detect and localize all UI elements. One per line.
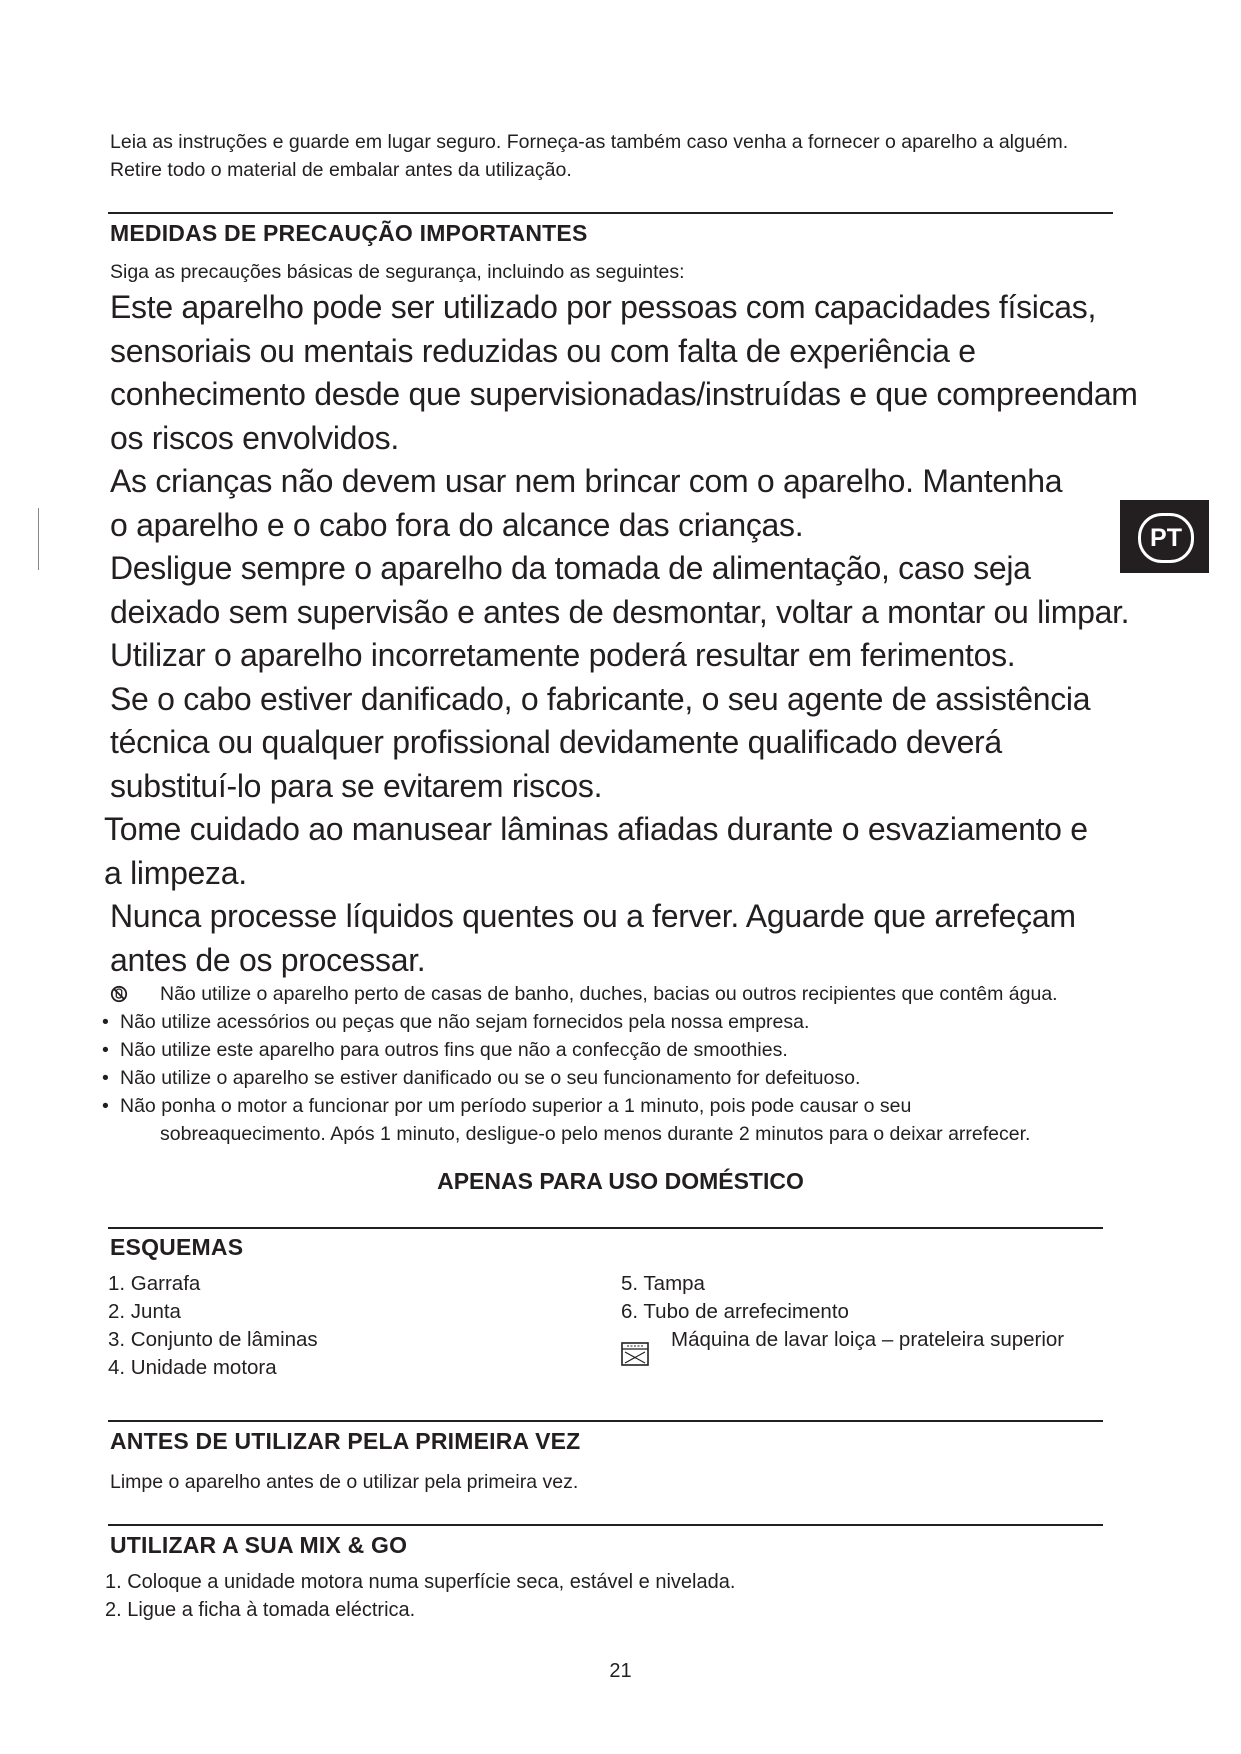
- precautions-large-list: [104, 286, 1140, 982]
- language-badge: [1120, 500, 1209, 573]
- first-use-title: ANTES DE UTILIZAR PELA PRIMEIRA VEZ: [110, 1428, 581, 1454]
- schemes-title: ESQUEMAS: [110, 1234, 244, 1260]
- section-divider: [108, 1420, 1103, 1422]
- list-item: 1. Coloque a unidade motora numa superfície seca, estável e nivelada.: [105, 1571, 736, 1593]
- first-use-text: Limpe o aparelho antes de o utilizar pela primeira vez.: [110, 1471, 579, 1493]
- list-item: 2. Junta: [108, 1300, 181, 1323]
- precautions-title: MEDIDAS DE PRECAUÇÃO IMPORTANTES: [110, 220, 588, 246]
- page-number: 21: [609, 1660, 632, 1682]
- no-water-icon: [110, 985, 128, 1003]
- large-item: Desligue sempre o aparelho da tomada de alimentação, caso seja deixado sem supervisão e antes de desmontar, voltar a montar ou limpar.: [110, 550, 1130, 630]
- domestic-use-note: APENAS PARA USO DOMÉSTICO: [437, 1168, 804, 1194]
- usage-title: UTILIZAR A SUA MIX & GO: [110, 1532, 408, 1558]
- usage-steps: [105, 1568, 735, 1624]
- dishwasher-icon: [621, 1342, 649, 1366]
- bullet-item: • Não utilize acessórios ou peças que não sejam fornecidos pela nossa empresa.: [102, 1011, 810, 1033]
- bullet-continuation: sobreaquecimento. Após 1 minuto, desligue-o pelo menos durante 2 minutos para o deixar arrefecer.: [160, 1123, 1031, 1145]
- precautions-bullets: [100, 980, 1120, 1148]
- list-item: 5. Tampa: [621, 1272, 705, 1295]
- list-item: 2. Ligue a ficha à tomada eléctrica.: [105, 1599, 416, 1621]
- margin-mark: [38, 508, 39, 570]
- bullet-item: • Não utilize o aparelho se estiver danificado ou se o seu funcionamento for defeituoso.: [102, 1067, 861, 1089]
- water-warning: Não utilize o aparelho perto de casas de banho, duches, bacias ou outros recipientes que contêm água.: [100, 980, 1120, 1008]
- intro-text: Leia as instruções e guarde em lugar seguro. Forneça-as também caso venha a fornecer o aparelho a alguém. Retire todo o material de embalar antes da utilização.: [110, 131, 1069, 181]
- section-divider: [108, 1227, 1103, 1229]
- large-item: Utilizar o aparelho incorretamente poderá resultar em ferimentos.: [110, 637, 1016, 673]
- language-badge-label: PT: [1138, 513, 1194, 563]
- list-item: Máquina de lavar loiça – prateleira superior: [671, 1328, 1065, 1351]
- large-item: As crianças não devem usar nem brincar com o aparelho. Mantenha o aparelho e o cabo fora do alcance das crianças.: [110, 463, 1063, 543]
- list-item: 4. Unidade motora: [108, 1356, 277, 1379]
- large-item: Este aparelho pode ser utilizado por pessoas com capacidades físicas, sensoriais ou mentais reduzidas ou com falta de experiência e conhecimento desde que supervisionadas/instruídas e que compreendam os riscos envolvidos.: [110, 289, 1138, 456]
- large-item: Tome cuidado ao manusear lâminas afiadas durante o esvaziamento e a limpeza.: [104, 811, 1088, 891]
- large-item: Nunca processe líquidos quentes ou a ferver. Aguarde que arrefeçam antes de os processar.: [110, 898, 1076, 978]
- schemes-list-left: [108, 1270, 318, 1382]
- list-item: 6. Tubo de arrefecimento: [621, 1300, 849, 1323]
- section-divider: [108, 1524, 1103, 1526]
- bullet-item: • Não ponha o motor a funcionar por um período superior a 1 minuto, pois pode causar o seu: [102, 1095, 912, 1117]
- large-item: Se o cabo estiver danificado, o fabricante, o seu agente de assistência técnica ou qualquer profissional devidamente qualificado deverá substituí-lo para se evitarem riscos.: [110, 680, 1091, 804]
- list-item: 1. Garrafa: [108, 1272, 201, 1295]
- list-item: 3. Conjunto de lâminas: [108, 1328, 318, 1351]
- bullet-item: • Não utilize este aparelho para outros fins que não a confecção de smoothies.: [102, 1039, 788, 1061]
- schemes-list-right: [621, 1270, 1064, 1354]
- section-divider: [108, 212, 1113, 214]
- precautions-subtitle: Siga as precauções básicas de segurança, incluindo as seguintes:: [110, 261, 685, 283]
